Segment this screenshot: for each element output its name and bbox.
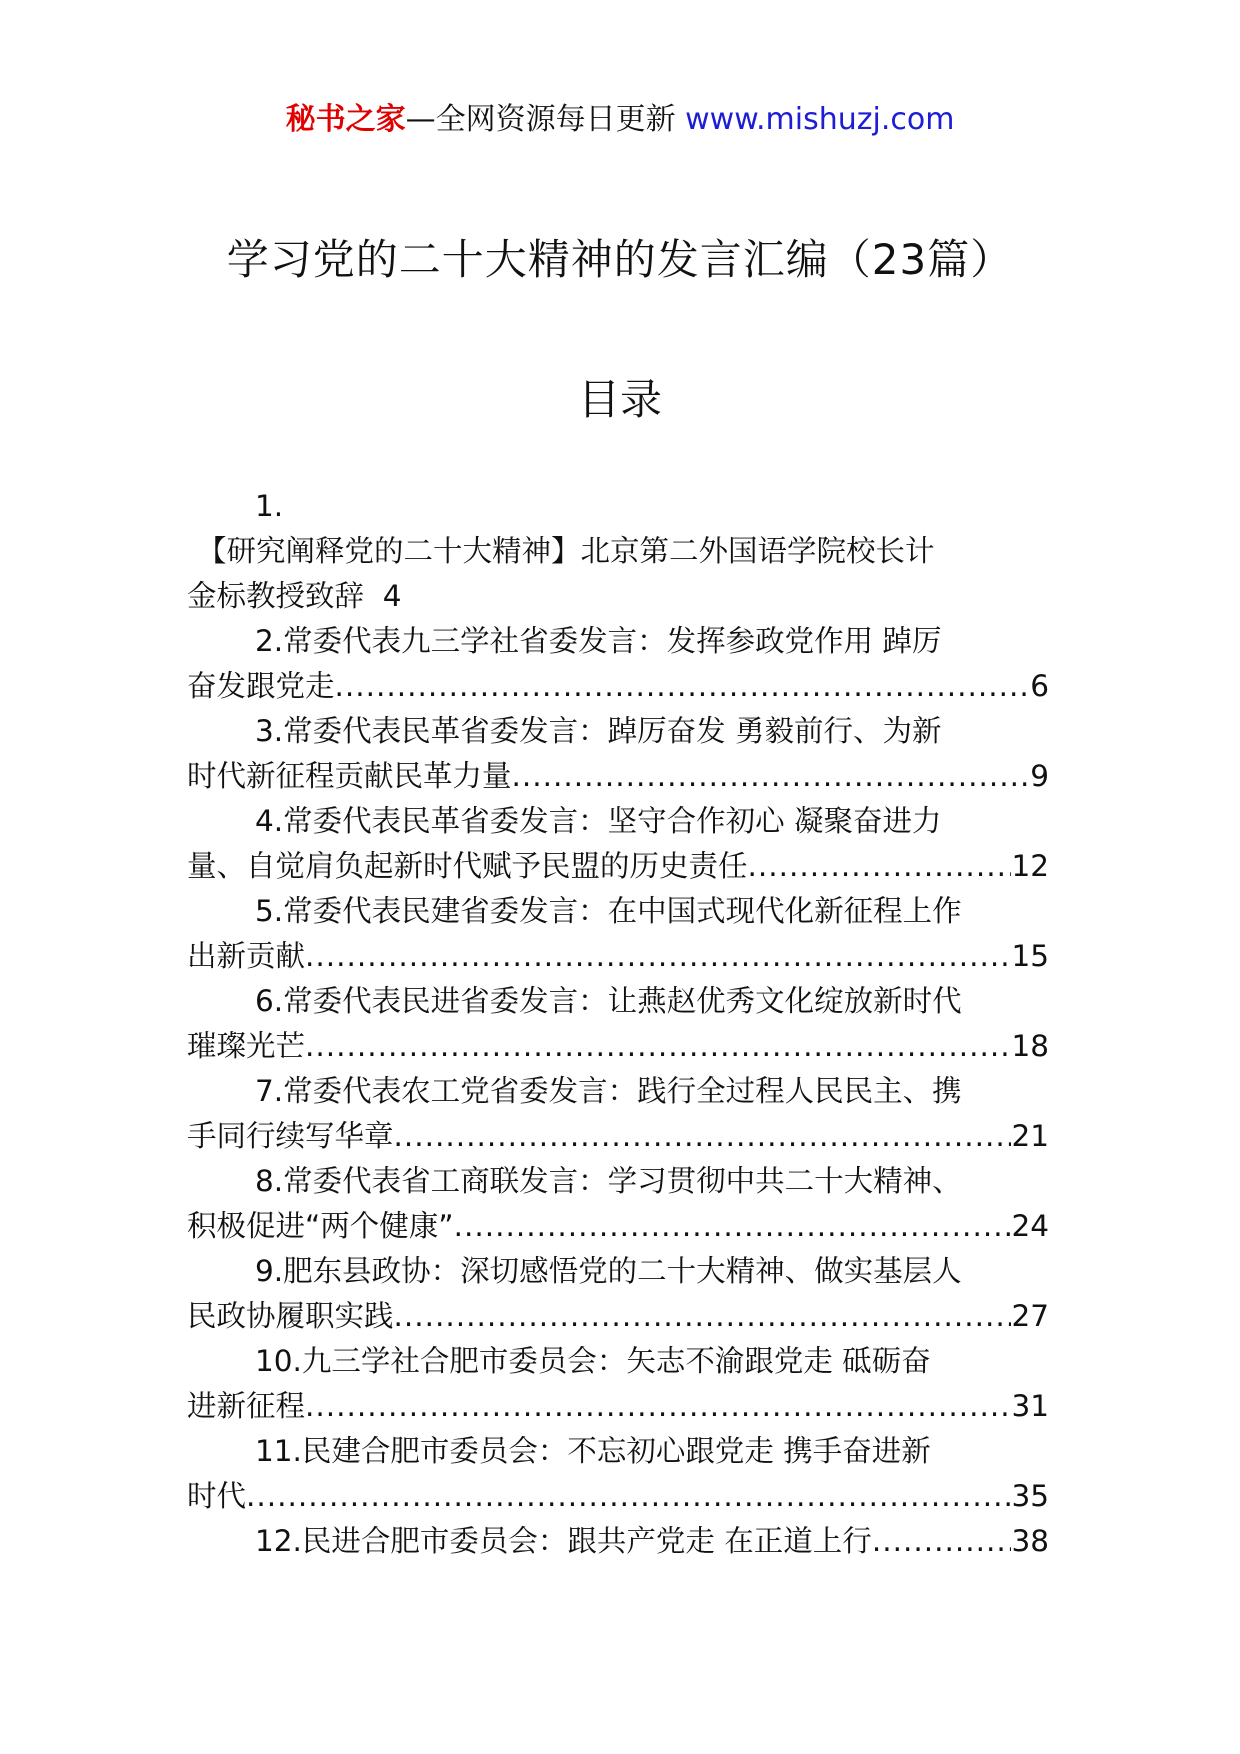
toc-entry-title: 7.常委代表农工党省委发言：践行全过程人民民主、携	[255, 1074, 962, 1108]
toc-entry-title: 10.九三学社合肥市委员会：矢志不渝跟党走 砥砺奋	[255, 1344, 931, 1378]
toc-entry-page: 24	[1011, 1209, 1049, 1243]
toc-entry-leader: 时代新征程贡献民革力量 ..... 9	[187, 754, 1049, 799]
toc-entry[interactable]	[187, 799, 1049, 889]
toc-heading: 目录	[577, 375, 662, 424]
toc-entry-title: 6.常委代表民进省委发言：让燕赵优秀文化绽放新时代	[255, 984, 962, 1018]
toc-entry-title: 11.民建合肥市委员会：不忘初心跟党走 携手奋进新	[255, 1434, 931, 1468]
site-banner	[0, 100, 1240, 140]
toc-entry[interactable]	[187, 1429, 1049, 1519]
toc-entry[interactable]	[187, 1339, 1049, 1429]
toc-entry-leader: 手同行续写华章 ..... 21	[187, 1114, 1049, 1159]
toc-entry-leader: 璀璨光芒 ..... 18	[187, 1024, 1049, 1069]
toc-entry-page: 18	[1011, 1029, 1049, 1063]
toc-entry-title-cont: 金标教授致辞 4	[187, 579, 402, 613]
toc-entry[interactable]	[187, 979, 1049, 1069]
dot-leader	[246, 1474, 1011, 1519]
toc-entry-leader: 民政协履职实践 ..... 27	[187, 1294, 1049, 1339]
toc-entry-leader: 奋发跟党走 ..... 6	[187, 664, 1049, 709]
dot-leader	[394, 1114, 1012, 1159]
toc-entry-title: 4.常委代表民革省委发言：坚守合作初心 凝聚奋进力	[255, 804, 942, 838]
toc-entry-title: 民进合肥市委员会：跟共产党走 在正道上行	[301, 1524, 872, 1558]
toc-entry-page: 4	[382, 579, 402, 613]
toc-entry-page: 27	[1011, 1299, 1049, 1333]
dot-leader	[335, 664, 1031, 709]
toc-entry-title: 8.常委代表省工商联发言：学习贯彻中共二十大精神、	[255, 1164, 962, 1198]
dot-leader	[305, 934, 1011, 979]
toc-entry-page: 38	[1011, 1524, 1049, 1558]
toc-entry-title: 【研究阐释党的二十大精神】北京第二外国语学院校长计	[197, 534, 935, 568]
dot-leader	[305, 1384, 1011, 1429]
toc-entry-title: 5.常委代表民建省委发言：在中国式现代化新征程上作	[255, 894, 962, 928]
toc-entry[interactable]	[187, 1249, 1049, 1339]
toc-entry-leader: 时代 ..... 35	[187, 1474, 1049, 1519]
toc-entry-number: 1.	[255, 489, 284, 523]
toc-entry-leader: 进新征程 ..... 31	[187, 1384, 1049, 1429]
toc-entry[interactable]	[187, 1159, 1049, 1249]
document-title: 学习党的二十大精神的发言汇编（23篇）	[226, 235, 1014, 284]
toc-entry-page: 31	[1011, 1389, 1049, 1423]
toc-entry-leader: 出新贡献 ..... 15	[187, 934, 1049, 979]
toc-entry-page: 9	[1030, 759, 1049, 793]
toc-entry-page: 35	[1011, 1479, 1049, 1513]
toc-entry[interactable]	[187, 1519, 1049, 1564]
toc-entry[interactable]	[187, 484, 1049, 619]
dot-leader	[394, 1294, 1012, 1339]
dot-leader	[872, 1519, 1012, 1564]
toc-entry[interactable]	[187, 619, 1049, 709]
brand-name: 秘书之家	[285, 102, 406, 137]
table-of-contents	[187, 484, 1049, 1564]
toc-entry-page: 15	[1011, 939, 1049, 973]
toc-entry-title: 3.常委代表民革省委发言：踔厉奋发 勇毅前行、为新	[255, 714, 942, 748]
toc-entry-page: 12	[1011, 849, 1049, 883]
toc-entry-title: 9.肥东县政协：深切感悟党的二十大精神、做实基层人	[255, 1254, 962, 1288]
toc-entry-title: 2.常委代表九三学社省委发言：发挥参政党作用 踔厉	[255, 624, 942, 658]
toc-entry[interactable]	[187, 1069, 1049, 1159]
dot-leader	[454, 1204, 1012, 1249]
toc-entry-leader: 12. 民进合肥市委员会：跟共产党走 在正道上行 ..... 38	[187, 1519, 1049, 1564]
toc-entry-page: 21	[1011, 1119, 1049, 1153]
dot-leader	[512, 754, 1031, 799]
dot-leader	[748, 844, 1012, 889]
toc-entry-page: 6	[1030, 669, 1049, 703]
toc-entry[interactable]	[187, 889, 1049, 979]
dot-leader	[305, 1024, 1011, 1069]
toc-entry[interactable]	[187, 709, 1049, 799]
banner-tagline: —全网资源每日更新	[405, 102, 686, 137]
toc-entry-leader: 积极促进“两个健康” ..... 24	[187, 1204, 1049, 1249]
toc-entry-leader: 量、自觉肩负起新时代赋予民盟的历史责任 ..... 12	[187, 844, 1049, 889]
site-url-link[interactable]: www.mishuzj.com	[685, 102, 955, 137]
